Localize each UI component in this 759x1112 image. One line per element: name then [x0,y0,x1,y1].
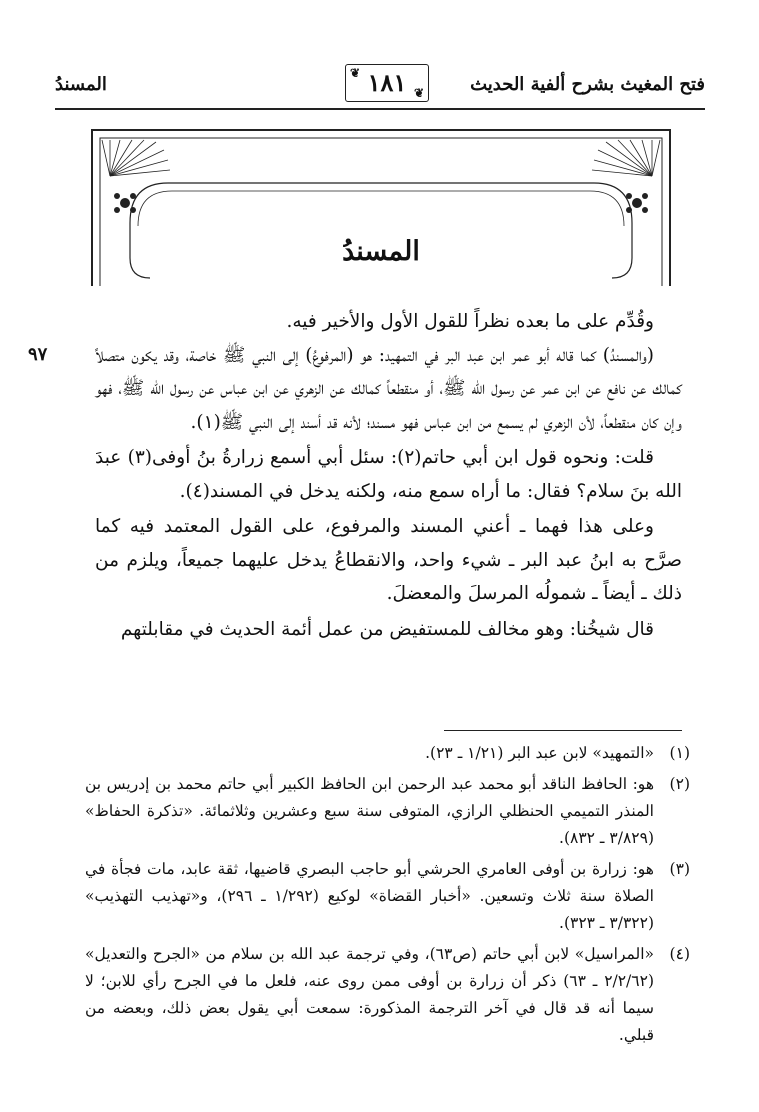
paragraph: قال شيخُنا: وهو مخالف للمستفيض من عمل أئمة الحديث في مقابلتهم [120,618,654,640]
footnote [85,771,690,852]
footnote-text: هو: الحافظ الناقد أبو محمد عبد الرحمن ابن الحافظ الكبير أبي حاتم محمد بن إدريس بن المنذر التميمي الحنظلي الرازي، المتوفى سنة سبع وعشرين وثلاثمائة. «تذكرة الحفاظ» (٣/٨٢٩ ـ ٨٣٢). [85,775,654,847]
footnote [85,740,690,767]
paragraph: قلت: ونحوه قول ابن أبي حاتم(٢): سئل أبي أسمع زرارةُ بنُ أوفى(٣) عبدَ الله بنَ سلام؟ فقال: ما أراه سمع منه، ولكنه يدخل في المسند(٤). [95,447,682,502]
header-rule [55,108,705,110]
ornament-icon: ❦ [350,66,361,80]
footnote-separator [444,730,682,731]
page-number: ١٨١ [367,68,407,97]
footnote-text: هو: زرارة بن أوفى العامري الحرشي أبو حاجب البصري قاضيها، ثقة عابد، مات فجأة في الصلاة سنة ثلاث وتسعين. «أخبار القضاة» لوكيع (١/٢٩٢ ـ ٢٩٦)، و«تهذيب التهذيب» (٣/٣٢٢ ـ ٣٢٣). [85,860,654,932]
footnote [85,941,690,1049]
footnote-number: (١) [669,744,690,762]
footnote-number: (٤) [669,945,690,963]
footnote [85,856,690,937]
page-header [55,62,705,106]
footnotes [85,740,690,1053]
ornament-icon: ❦ [413,86,424,100]
footnote-text: «التمهيد» لابن عبد البر (١/٢١ ـ ٢٣). [425,744,654,762]
running-book-title: فتح المغيث بشرح ألفية الحديث [470,74,705,95]
chapter-heading-frame [90,128,672,288]
footnote-number: (٣) [669,860,690,878]
footnote-text: «المراسيل» لابن أبي حاتم (ص٦٣)، وفي ترجمة عبد الله بن سلام من «الجرح والتعديل» (٢/٢/٦٢ ـ ٦٣) ذكر أن زرارة بن أوفى ممن روى عنه، فلعل ما في الجرح رأي للابن؛ لا سيما أنه قد قال في آخر الترجمة المذكورة: سمعت أبي يقول بعض ذلك، وبعضه من قبلي. [85,945,654,1044]
paragraph: وعلى هذا فهما ـ أعني المسند والمرفوع، على القول المعتمد فيه كما صرَّح به ابنُ عبد البر ـ شيء واحد، والانقطاعُ يدخل عليهما جميعاً، ويلزم من ذلك ـ أيضاً ـ شمولُه المرسلَ والمعضلَ. [95,516,682,604]
main-text [95,305,682,646]
paragraph: (والمسندُ) كما قاله أبو عمر ابن عبد البر في التمهيد: هو (المرفوعُ) إلى النبي ﷺ خاصة، وقد يكون متصلاً كمالك عن نافع عن ابن عمر عن رسول الله ﷺ، أو منقطعاً كمالك عن الزهري عن ابن عباس عن رسول الله ﷺ، فهو وإن كان منقطعاً، لأن الزهري لم يسمع من ابن عباس فهو مسند؛ لأنه قد أسند إلى النبي ﷺ(١). [95,344,682,433]
paragraph: وقُدِّم على ما بعده نظراً للقول الأول والأخير فيه. [286,311,654,332]
verse-number: ٩٧ [28,344,48,365]
footnote-number: (٢) [669,775,690,793]
page-number-box [345,64,429,102]
running-section-title: المسندُ [55,74,107,95]
chapter-title: المسندُ [342,236,420,267]
